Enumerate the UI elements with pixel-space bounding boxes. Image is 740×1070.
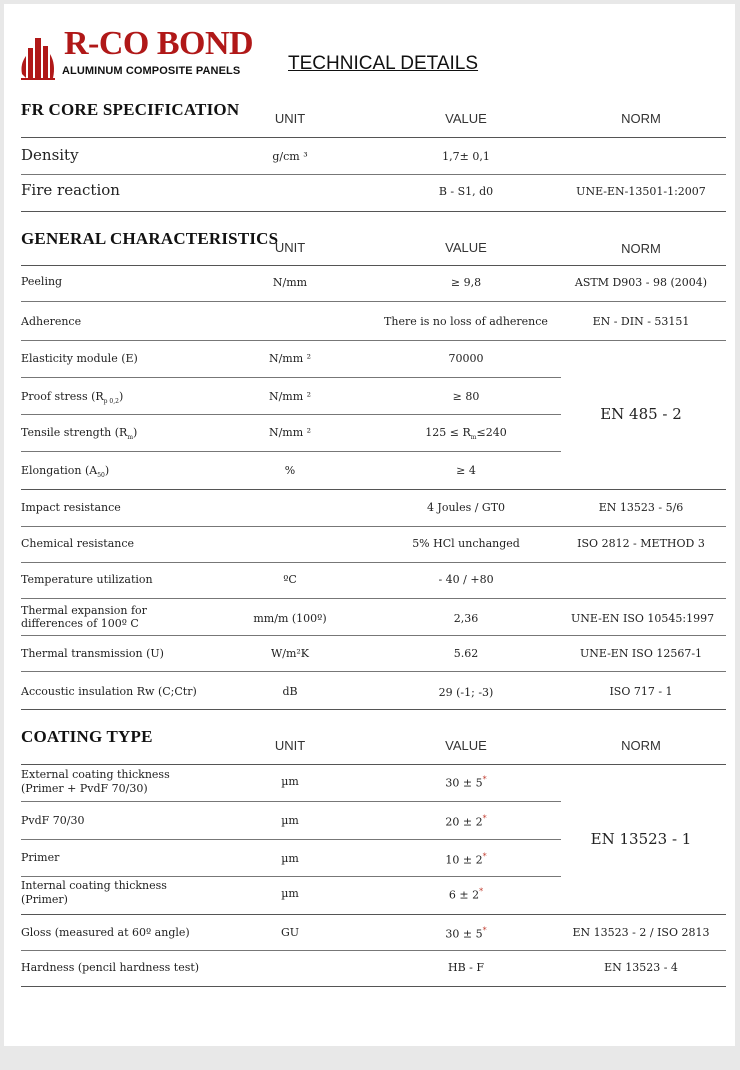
brand-tagline: ALUMINUM COMPOSITE PANELS (62, 65, 241, 77)
row-label: Primer (21, 851, 60, 864)
row-unit: µm (281, 887, 299, 900)
row-label: Proof stress $(R_{p 0,2})$ (21, 390, 124, 406)
group-norm-en485: EN 485 - 2 (600, 405, 682, 423)
row-value: 1,7± 0,1 (442, 150, 490, 163)
col-unit: UNIT (274, 111, 306, 126)
row-label: Density (21, 146, 79, 164)
row-norm: ISO 2812 - METHOD 3 (577, 537, 705, 550)
section-heading-coating: COATING TYPE (21, 727, 153, 746)
row-value: 2,36 (453, 612, 479, 625)
row-unit: N/mm (272, 276, 308, 289)
row-norm: EN 13523 - 4 (604, 961, 678, 974)
row-unit: W/m²K (270, 647, 310, 660)
row-value: 29 (-1; -3) (438, 686, 494, 699)
row-unit: % (284, 464, 296, 477)
row-value: 4 Joules / GT0 (426, 501, 506, 514)
row-norm: EN 13523 - 2 / ISO 2813 (572, 926, 710, 939)
row-value: ≥ 9,8 (450, 276, 482, 289)
row-label: Elongation $(A_{50})$ (21, 464, 110, 480)
row-label: Impact resistance (21, 501, 121, 514)
page-title: TECHNICAL DETAILS (288, 53, 479, 74)
row-label: Elasticity module (E) (21, 352, 138, 365)
row-unit: N/mm ² (268, 352, 312, 365)
row-label: Gloss (measured at 60º angle) (21, 926, 190, 939)
col-norm: NORM (621, 111, 661, 126)
row-label: Adherence (21, 315, 82, 328)
row-label: Thermal expansion for (21, 604, 147, 617)
row-label: Chemical resistance (21, 537, 135, 550)
col-value: VALUE (445, 111, 487, 126)
row-unit: g/cm ³ (272, 150, 308, 163)
col-unit: UNIT (274, 738, 306, 753)
row-value: $125 \le R_m\le 240$ (425, 426, 507, 442)
row-label: PvdF 70/30 (21, 814, 85, 827)
row-norm: EN - DIN - 53151 (592, 315, 690, 328)
row-value: - 40 / +80 (438, 573, 494, 586)
row-unit: ºC (283, 573, 297, 586)
section-heading-fr-core: FR CORE SPECIFICATION (21, 100, 240, 119)
row-label-line2: differences of 100º C (21, 617, 139, 630)
row-label: Hardness (pencil hardness test) (21, 961, 200, 974)
col-norm: NORM (621, 738, 661, 753)
row-norm: UNE-EN ISO 10545:1997 (571, 612, 715, 625)
row-value: ≥ 80 (452, 390, 480, 403)
row-value: 10 ± 2* (445, 852, 487, 867)
row-label: Fire reaction (21, 181, 120, 199)
row-label: External coating thickness (21, 768, 170, 781)
row-unit: µm (281, 814, 299, 827)
row-label: Internal coating thickness (21, 879, 167, 892)
row-unit: N/mm ² (268, 390, 312, 403)
logo-buildings-icon (18, 34, 58, 80)
row-norm: ISO 717 - 1 (609, 685, 673, 698)
row-value: 30 ± 5* (445, 926, 487, 941)
row-unit: GU (280, 926, 300, 939)
section-heading-general: GENERAL CHARACTERISTICS (21, 229, 279, 248)
row-label: Tensile strength $(R_m)$ (21, 426, 138, 442)
row-norm: EN 13523 - 5/6 (598, 501, 684, 514)
group-norm-en13523-1: EN 13523 - 1 (590, 830, 692, 848)
row-label-line2: (Primer) (21, 893, 68, 906)
brand-name: R-CO BOND (64, 25, 254, 62)
col-norm: NORM (621, 241, 661, 256)
row-label: Thermal transmission (U) (21, 647, 164, 660)
row-unit: µm (281, 852, 299, 865)
row-label: Peeling (21, 275, 63, 288)
row-value: ≥ 4 (456, 464, 476, 477)
row-label-line2: (Primer + PvdF 70/30) (21, 782, 148, 795)
row-label: Temperature utilization (21, 573, 153, 586)
col-unit: UNIT (274, 240, 306, 255)
row-value: B - S1, d0 (438, 185, 494, 198)
row-value: 70000 (448, 352, 484, 365)
row-value: HB - F (447, 961, 485, 974)
row-value: 6 ± 2* (448, 887, 484, 902)
row-unit: µm (281, 775, 299, 788)
row-value: 5% HCl unchanged (412, 537, 520, 550)
row-value: There is no loss of adherence (384, 315, 548, 328)
row-value: 5.62 (453, 647, 479, 660)
document-page (4, 4, 735, 1046)
row-value: 20 ± 2* (445, 814, 487, 829)
col-value: VALUE (445, 240, 487, 255)
row-norm: UNE-EN ISO 12567-1 (579, 647, 703, 660)
row-unit: dB (282, 685, 298, 698)
row-unit: N/mm ² (268, 426, 312, 439)
col-value: VALUE (445, 738, 487, 753)
row-norm: UNE-EN-13501-1:2007 (576, 185, 706, 198)
row-label: Accoustic insulation Rw (C;Ctr) (21, 685, 197, 698)
row-unit: mm/m (100º) (253, 612, 327, 625)
row-value: 30 ± 5* (445, 775, 487, 790)
row-norm: ASTM D903 - 98 (2004) (574, 276, 708, 289)
